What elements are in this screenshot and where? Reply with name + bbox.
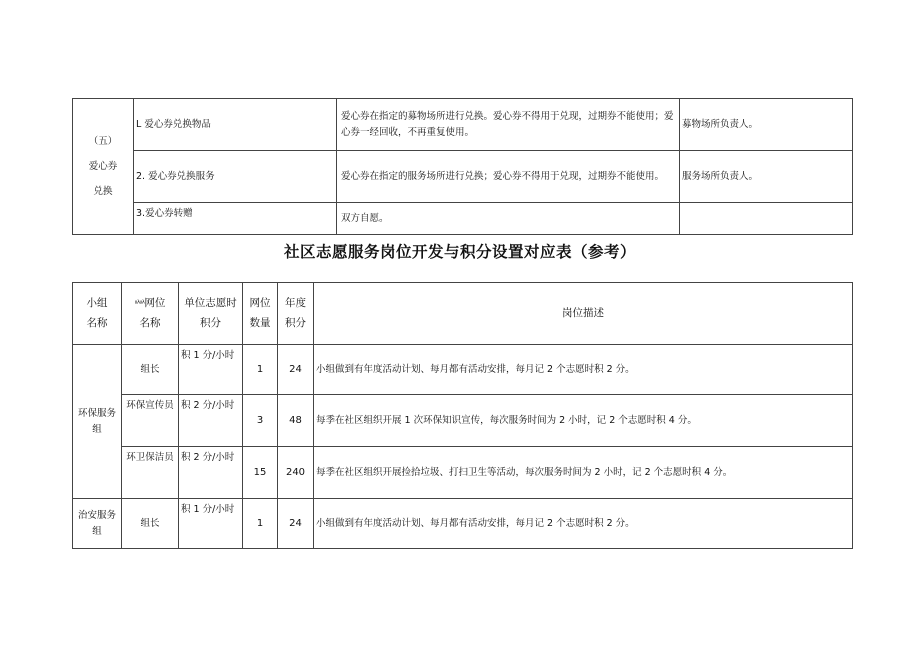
owner-cell <box>680 203 853 235</box>
unit-points-cell: 积 2 分/小时 <box>179 395 243 447</box>
post-points-table <box>72 282 853 549</box>
table-row <box>73 203 853 235</box>
count-cell: 15 <box>243 447 278 499</box>
count-cell: 1 <box>243 345 278 395</box>
header-text <box>122 294 178 314</box>
description-cell: 每季在社区组织开展捡拾垃圾、打扫卫生等活动，每次服务时间为 2 小时，记 2 个志愿时积 4 分。 <box>314 447 853 499</box>
section-title-line1: 爱心券 <box>88 160 118 172</box>
annual-cell: 24 <box>278 345 314 395</box>
table-row <box>73 395 853 447</box>
group-name-l2: 组 <box>92 423 102 435</box>
table-row <box>73 447 853 499</box>
description-cell: 小组做到有年度活动计划、每月都有活动安排，每月记 2 个志愿时积 2 分。 <box>314 345 853 395</box>
item-cell: L 爱心券兑换物品 <box>134 99 337 151</box>
annual-cell: 24 <box>278 499 314 549</box>
table-row <box>73 99 853 151</box>
header-post-name-l1: 网位 <box>144 296 166 309</box>
header-text: 积分 <box>285 316 306 329</box>
header-row <box>73 283 853 345</box>
header-post-small: ιιλιιλ <box>134 298 145 305</box>
section-number: （五） <box>88 135 118 147</box>
item-cell: 3.爱心券转赠 <box>134 203 337 235</box>
header-annual-points <box>278 283 314 345</box>
table-row <box>73 151 853 203</box>
header-text: 小组 <box>86 296 108 309</box>
description-cell: 爱心券在指定的募物场所进行兑换。爱心券不得用于兑现，过期券不能使用；爱心券一经回收，不再重复使用。 <box>337 99 680 151</box>
unit-points-cell: 积 1 分/小时 <box>179 499 243 549</box>
redemption-table <box>72 98 853 235</box>
header-description: 岗位描述 <box>314 283 853 345</box>
annual-cell: 240 <box>278 447 314 499</box>
header-unit-points <box>179 283 243 345</box>
group-name-l1: 治安服务 <box>77 510 116 522</box>
description-cell: 每季在社区组织开展 1 次环保知识宣传，每次服务时间为 2 小时，记 2 个志愿时积 4 分。 <box>314 395 853 447</box>
post-cell: 组长 <box>122 499 179 549</box>
post-cell: 组长 <box>122 345 179 395</box>
unit-points-cell: 积 1 分/小时 <box>179 345 243 395</box>
header-text: 名称 <box>86 316 108 329</box>
header-text: 名称 <box>139 316 161 329</box>
description-cell: 双方自愿。 <box>337 203 680 235</box>
header-text: 数量 <box>249 316 271 329</box>
table-row <box>73 345 853 395</box>
table-row <box>73 499 853 549</box>
owner-cell: 募物场所负责人。 <box>680 99 853 151</box>
unit-points-cell: 积 2 分/小时 <box>179 447 243 499</box>
group-name-l2: 组 <box>92 525 102 537</box>
group-cell <box>73 499 122 549</box>
item-cell: 2. 爱心券兑换服务 <box>134 151 337 203</box>
header-post-count <box>243 283 278 345</box>
count-cell: 1 <box>243 499 278 549</box>
group-cell <box>73 345 122 499</box>
description-cell: 小组做到有年度活动计划、每月都有活动安排，每月记 2 个志愿时积 2 分。 <box>314 499 853 549</box>
header-text: 积分 <box>200 316 221 329</box>
annual-cell: 48 <box>278 395 314 447</box>
page-title: 社区志愿服务岗位开发与积分设置对应表（参考） <box>283 243 636 261</box>
header-post-name <box>122 283 179 345</box>
header-group-name <box>73 283 122 345</box>
group-name-l1: 环保服务 <box>77 408 116 420</box>
count-cell: 3 <box>243 395 278 447</box>
description-cell: 爱心券在指定的服务场所进行兑换；爱心券不得用于兑现，过期券不能使用。 <box>337 151 680 203</box>
header-text: 单位志愿时 <box>184 296 237 309</box>
post-cell: 环卫保洁员 <box>122 447 179 499</box>
section-title-line2: 兑换 <box>93 186 113 198</box>
header-text: 网位 <box>249 296 271 309</box>
owner-cell: 服务场所负责人。 <box>680 151 853 203</box>
post-cell: 环保宣传员 <box>122 395 179 447</box>
header-text: 年度 <box>285 296 306 309</box>
section-cell <box>73 99 134 235</box>
